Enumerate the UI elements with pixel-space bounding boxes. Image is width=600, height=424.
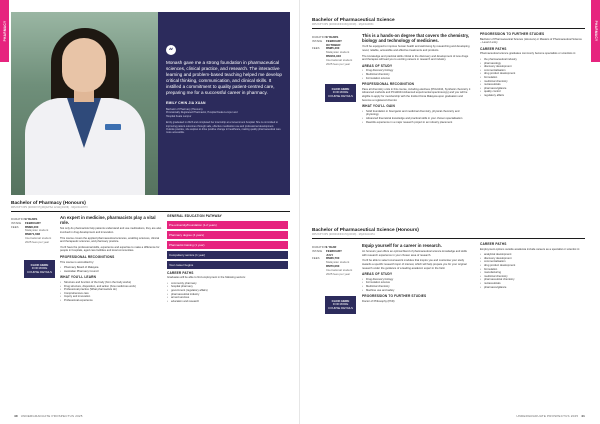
list-item: • Drug discovery biology [362, 278, 472, 282]
list-item: • armed services [167, 296, 288, 300]
course-title: Bachelor of Pharmaceutical Science (Honours) [312, 228, 419, 233]
course-side-honours: CAREER PATHS Employment options outside academia include careers as a specialist or scientist in: • analytical development • discovery development • commercialisation • drug product development • formulation • manufacturing • medicinal chemistry • pharmaceutical chemistry • nutraceuticals • pharmacovigilance [480, 243, 584, 289]
list-item: • hospital pharmacy [167, 285, 288, 289]
section-tab-right: PHARMACY [591, 0, 600, 62]
course-overview-honours: Equip yourself for a career in research. An honours year offers an optimal blend of pharmaceutical science knowledge and skills with research experience in your chosen area of research. You'll be able to select coursework modules that inspire you and customise your study towards a specific research topic of interest, which will help prepare you for your original research under the guidance of a leading academic expert in the field. AREAS OF STUDY • Drug discovery biology • Formulation science • Medicinal chemistry • Machine use and safety PROGRESSION TO FURTHER STUDIES Doctor of Philosophy (PhD) [362, 243, 472, 305]
list-item: • Machine use and safety [362, 289, 472, 293]
testimonial-quote: Monash gave me a strong foundation in pharmaceutical sciences, clinical practice, and research. The interactive learning and problem-based teaching helped me develop critical thinking, communication, and clinical skills. It instilled a commitment to quality patient-centred care, preparing me for a successful career in pharmacy. [166, 60, 282, 95]
pathway-column: GENERAL EDUCATION PATHWAY Pre-university/Foundation (1-2 years) Pharmacy degree (4 years) Pharmacist training (1 year) Compulsory service (1 year) Your career begins CAREER PATHS Graduates will be able to find employment in the following sectors: • community pharmacy • hospital pharmacy • government (regulatory affairs) • pharmaceutical industry • armed services • education and research [167, 215, 288, 303]
list-item: • Formulation science [362, 77, 472, 81]
pathway-step: Your career begins [167, 261, 288, 269]
course-code: MPU/KPT/JPS (R2/0916/6/0154)(06/28) · MQA/FA9654 [312, 24, 374, 26]
list-item: • Australian Pharmacy Council [60, 270, 162, 274]
quote-panel [158, 12, 290, 195]
section-tab-left: PHARMACY [0, 0, 9, 62]
pathway-step: Compulsory service (1 year) [167, 251, 288, 259]
pathway-step: Pharmacist training (1 year) [167, 241, 288, 249]
course-meta-honours: DURATION 1 YEAR INTAKE FEBRUARY JULY FEES RM36,700 Malaysian student RM70,060 International student 2025 fees per year [312, 245, 353, 276]
list-item: • quality control [480, 90, 584, 94]
testimonial-bio: Emily graduated in 2023 and completed her internship at a Government hospital. She is committed to improving patient outcomes through safe, effective medication use and professional development. Outside practice, she aspires to drive positive change in healthcare, making quality pharmaceutical care more accessible. [166, 121, 281, 135]
list-item: • Drug discovery biology [362, 69, 472, 73]
list-item: • discovery development [480, 65, 584, 69]
course-code: MPU/KPT/JPS (R2/00/727)(MQA/PSA 12111)(03/28) · MQA/FA14573 [11, 207, 88, 209]
list-item: • regulatory affairs [480, 94, 584, 98]
list-item: • Inquiry and innovation [60, 295, 162, 299]
course-overview-pharmacy: An expert in medicine, pharmacists play a vital role. Not only do pharmacists help patients understand and use medications, they are also involved in drug development and innovation. This course covers the applied pharmaceutical sciences, enabling sciences, clinical and therapeutic sciences, and pharmacy practice. You'll have the professional skills, experience and expertise to make a difference for people in hospitals, aged care facilities and local communities. PROFESSIONAL RECOGNITIONS This course is accredited by: • Pharmacy Board of Malaysia • Australian Pharmacy Council WHAT YOU'LL LEARN • Structure and function of the body (from the body works) • Drug structure, disposition, and action (how medicines work) • Professional practice (What pharmacists do) • Comprehensive care • Inquiry and innovation • Professional experience [60, 215, 162, 303]
course-header-honours [312, 228, 585, 239]
list-item: • drug product development [480, 72, 584, 76]
list-item: • pharmacovigilance [480, 87, 584, 91]
list-item: • Advanced theoretical knowledge and practical skills in your chosen specialisation [362, 117, 472, 121]
course-code: MPU/KPT/JPS (R2/0916/6/0174)(06/28) · MQA/FA10451 [312, 234, 375, 236]
list-item: • pharmacovigilance [480, 286, 584, 290]
list-item: • Formulation science [362, 281, 472, 285]
list-item: • the pharmaceutical industry [480, 58, 584, 62]
list-item: • nutraceuticals [480, 282, 584, 286]
footer-right: UNDERGRADUATE PROSPECTUS 2025 41 [516, 414, 585, 418]
list-item: • government (regulatory affairs) [167, 289, 288, 293]
course-title: Bachelor of Pharmacy (Honours) [11, 201, 86, 206]
list-item: • commercialisation [480, 260, 584, 264]
list-item: • drug product development [480, 264, 584, 268]
list-item: • formulation [480, 268, 584, 272]
profile-hero [11, 12, 290, 195]
list-item: • formulation [480, 76, 584, 80]
list-item: • pharmacology [480, 62, 584, 66]
list-item: • medicinal chemistry [480, 80, 584, 84]
course-overview-pharmsci: This is a hands-on degree that covers the chemistry, biology and technology of medicines. You'll be equipped to improve human health and well-being by researching and developing novel, reliable, accessible and effective treatments and products. The knowledge and practical skills critical to the discovery and development of new drugs and therapies will lead you to exciting careers in research and industry. AREAS OF STUDY • Drug discovery biology • Medicinal chemistry • Formulation science PROFESSIONAL RECOGNITION Pass all chemistry units in this course, including electives (PCH1044, Synthetic chemistry 1: Advanced methods and PCH2044 Advanced experimental spectroscopy) and you will be eligible to apply for membership with the Institut Kimia Malaysia upon graduation and become a registered chemist. WHAT YOU'LL GAIN • Solid foundation in bioorganic and medicinal chemistry, physical chemistry and physiology • Advanced theoretical knowledge and practical skills in your chosen specialisation • Real-life experience in a major research project in an industry placement [362, 33, 472, 124]
testimonial-role: Bachelor of Pharmacy (Honours) Provisionally Registered Pharmacist, Hospital Kuala Lumpur and Hospital Kuala Lumpur [166, 108, 238, 118]
list-item: • Pharmacy Board of Malaysia [60, 266, 162, 270]
course-title: Bachelor of Pharmaceutical Science [312, 18, 395, 23]
list-item: • Medicinal chemistry [362, 285, 472, 289]
list-item: • Solid foundation in bioorganic and medicinal chemistry, physical chemistry and physiology [362, 110, 472, 117]
list-item: • Real-life experience in a major research project in an industry placement [362, 121, 472, 125]
pathway-step: Pre-university/Foundation (1-2 years) [167, 221, 288, 229]
list-item: • education and research [167, 300, 288, 304]
footer-left: 40 UNDERGRADUATE PROSPECTUS 2025 [14, 414, 83, 418]
list-item: • discovery development [480, 257, 584, 261]
list-item: • Professional practice (What pharmacists do) [60, 288, 162, 292]
list-item: • community pharmacy [167, 282, 288, 286]
course-meta-pharmsci: DURATION 3 YEARS INTAKE FEBRUARY OCTOBER FEES RM85,400 Malaysian student RM161,916 International student 2025 fees per year [312, 35, 353, 66]
student-photo [11, 12, 158, 195]
right-page [300, 0, 600, 424]
course-details-button[interactable]: CLICK HERE FOR MORE COURSE DETAILS [24, 260, 55, 278]
list-item: • Medicinal chemistry [362, 73, 472, 77]
list-item: • commercialisation [480, 69, 584, 73]
list-item: • Comprehensive care [60, 292, 162, 296]
quote-icon: “ [166, 45, 176, 55]
list-item: • nutraceuticals [480, 83, 584, 87]
list-item: • Drug structure, disposition, and action (how medicines work) [60, 285, 162, 289]
course-meta-pharmacy: DURATION 4 YEARS INTAKE FEBRUARY FEES RM98,400 Malaysian student RM271,608 International student 2025 fees per year [11, 217, 52, 244]
list-item: • manufacturing [480, 271, 584, 275]
course-side-pharmsci: PROGRESSION TO FURTHER STUDIES Bachelor of Pharmaceutical Science (Honours) or Masters of Pharmaceutical Science – Level 2 entry CAREER PATHS Pharmaceutical science graduates commonly become specialists or scientists in: • the pharmaceutical industry • pharmacology • discovery development • commercialisation • drug product development • formulation • medicinal chemistry • nutraceuticals • pharmacovigilance • quality control • regulatory affairs [480, 33, 584, 98]
list-item: • Structure and function of the body (from the body works) [60, 281, 162, 285]
testimonial-name: EMILY CHIN JIA XUAN [166, 101, 206, 105]
list-item: • medicinal chemistry [480, 275, 584, 279]
course-details-button[interactable]: CLICK HERE FOR MORE COURSE DETAILS [325, 84, 356, 102]
list-item: • analytical development [480, 253, 584, 257]
list-item: • pharmaceutical chemistry [480, 278, 584, 282]
pathway-step: Pharmacy degree (4 years) [167, 231, 288, 239]
course-details-button[interactable]: CLICK HERE FOR MORE COURSE DETAILS [325, 296, 356, 314]
course-header-pharmacy [11, 201, 290, 212]
list-item: • Professional experience [60, 299, 162, 303]
list-item: • pharmaceutical industry [167, 293, 288, 297]
course-header-pharmsci [312, 18, 585, 29]
